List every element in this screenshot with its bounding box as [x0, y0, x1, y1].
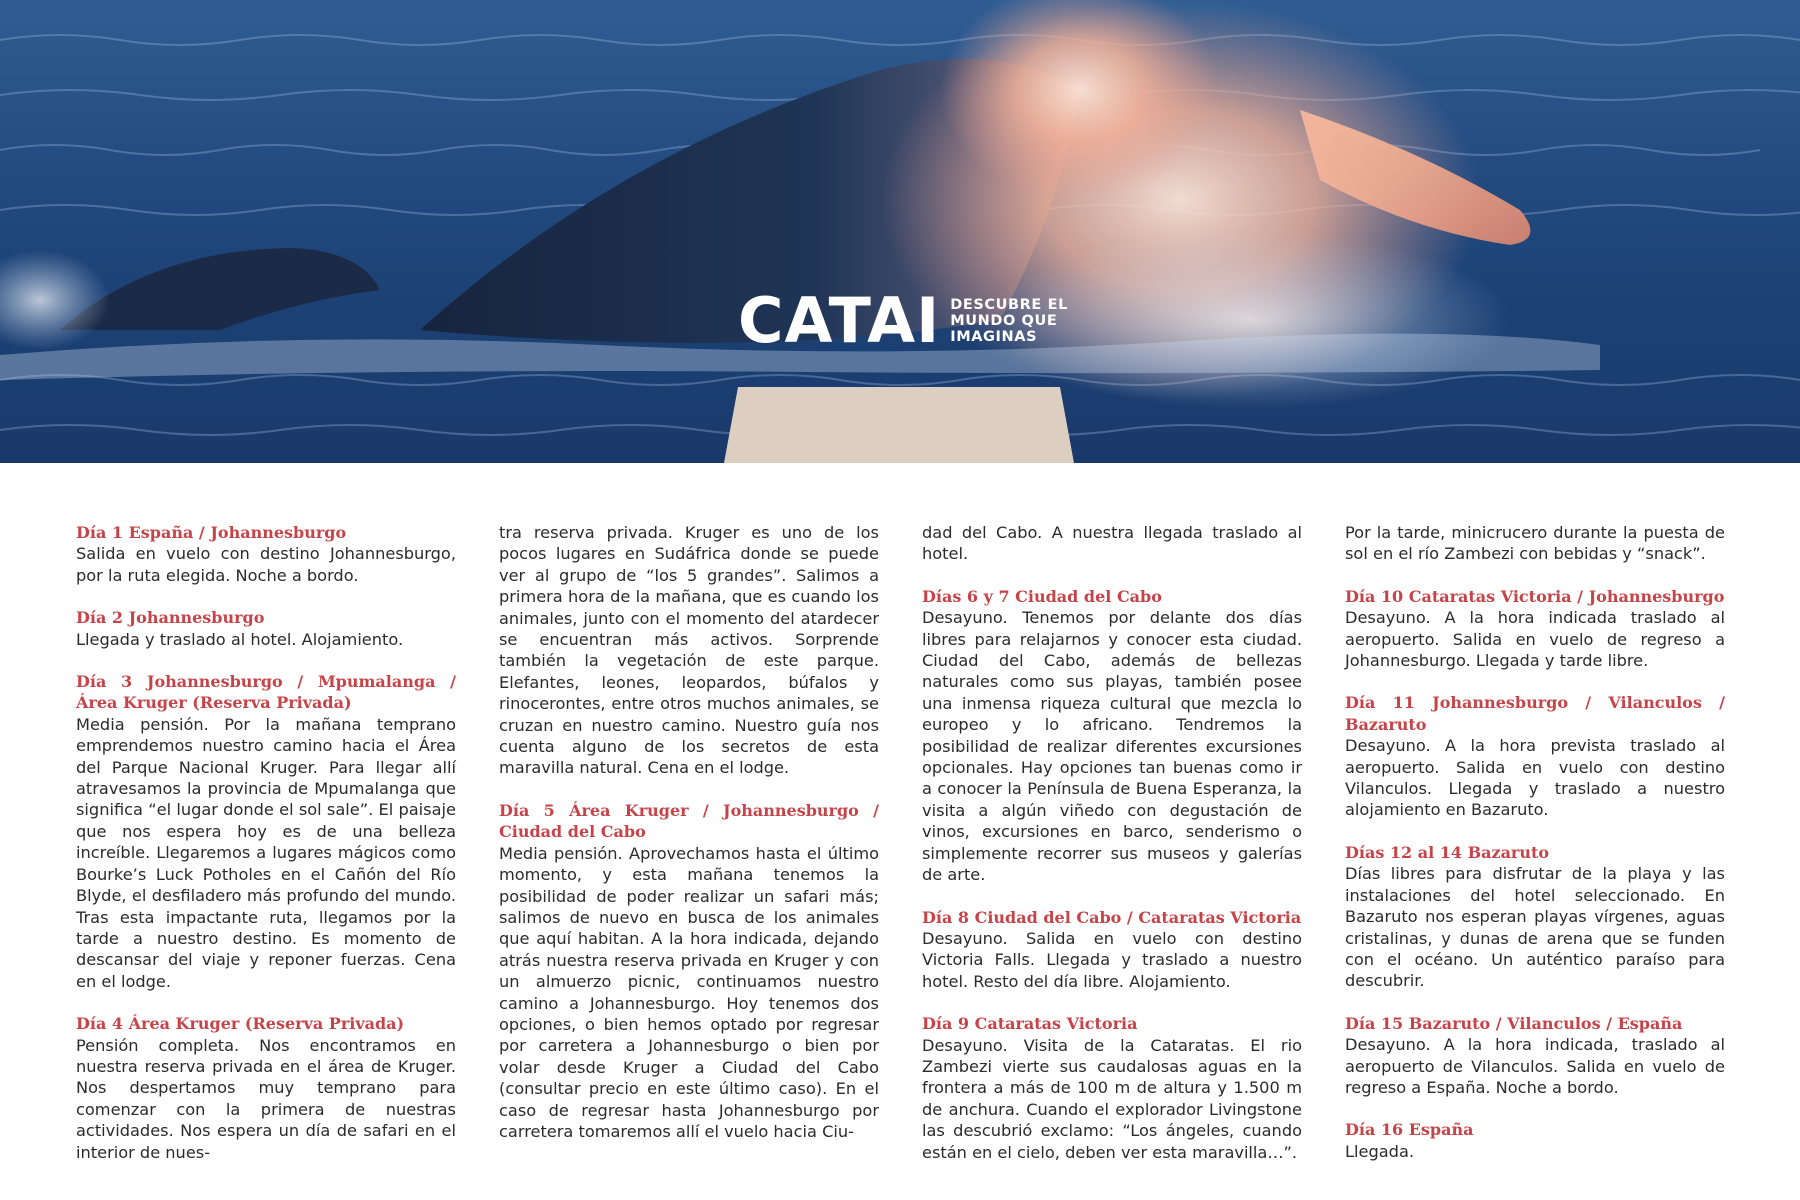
itinerary-column-2 — [499, 522, 879, 1163]
day-text: Por la tarde, minicrucero durante la puesta de sol en el río Zambezi con bebidas y “snack”. — [1345, 523, 1725, 564]
itinerary-day — [1345, 692, 1725, 820]
decorative-tab — [724, 387, 1074, 463]
day-title: Día 11 Johannesburgo / Vilanculos / Bazaruto — [1345, 693, 1725, 734]
day-title: Día 3 Johannesburgo / Mpumalanga / Área Kruger (Reserva Privada) — [76, 672, 456, 713]
day-title: Día 2 Johannesburgo — [76, 608, 265, 628]
itinerary-column-3 — [922, 522, 1302, 1184]
itinerary-day — [1345, 842, 1725, 992]
day-text: Pensión completa. Nos encontramos en nuestra reserva privada en el área de Kruger. Nos despertamos muy temprano para comenzar con la primera de nuestras actividades. Nos espera un día de safari en el interior de nues- — [76, 1035, 456, 1162]
day-title: Día 4 Área Kruger (Reserva Privada) — [76, 1014, 405, 1034]
itinerary-day — [922, 907, 1302, 993]
day-title: Día 15 Bazaruto / Vilanculos / España — [1345, 1013, 1683, 1033]
tagline-line: DESCUBRE EL — [950, 297, 1068, 313]
itinerary-day — [922, 1013, 1302, 1163]
day-text: Llegada. — [1345, 1141, 1415, 1161]
brand-tagline — [950, 297, 1068, 345]
itinerary-column-4 — [1345, 522, 1725, 1183]
itinerary-day-continued — [1345, 522, 1725, 565]
day-text: Desayuno. Salida en vuelo con destino Victoria Falls. Llegada y traslado a nuestro hotel. Resto del día libre. Alojamiento. — [922, 928, 1302, 991]
itinerary-day — [1345, 1119, 1725, 1162]
brand-name: CATAI — [738, 284, 941, 357]
day-text: tra reserva privada. Kruger es uno de los pocos lugares en Sudáfrica donde se puede ver al grupo de “los 5 grandes”. Salimos a primera hora de la mañana, que es cuando los animales, junto con el momento del atardecer se encuentran más activos. Sorprende también la vegetación de este parque. Elefantes, leones, leopardos, búfalos y rinocerontes, entre otros muchos animales, se cruzan en nuestro camino. Nuestro guía nos cuenta alguno de los secretos de esta maravilla natural. Cena en el lodge. — [499, 523, 879, 778]
day-title: Día 1 España / Johannesburgo — [76, 523, 347, 542]
itinerary-day — [76, 522, 456, 586]
tagline-line: MUNDO QUE — [950, 313, 1058, 329]
day-text: Salida en vuelo con destino Johannesburgo, por la ruta elegida. Noche a bordo. — [76, 544, 456, 585]
itinerary-day-continued — [499, 522, 879, 779]
day-title: Día 5 Área Kruger / Johannesburgo / Ciudad del Cabo — [499, 800, 879, 842]
day-title: Días 12 al 14 Bazaruto — [1345, 842, 1550, 862]
itinerary-day — [76, 671, 456, 992]
itinerary-day — [1345, 586, 1725, 672]
day-text: Desayuno. Tenemos por delante dos días libres para relajarnos y conocer esta ciudad. Ciudad del Cabo, además de bellezas naturales como sus playas, también posee una inmensa riqueza cultural que mezcla lo europeo y lo africano. Tendremos la posibilidad de realizar diferentes excursiones opcionales. Hay opciones tan buenas como ir a conocer la Península de Buena Esperanza, la visita a algún viñedo con degustación de vinos, excursiones en barco, senderismo o simplemente recorrer sus museos y galerías de arte. — [922, 608, 1302, 885]
day-text: Desayuno. A la hora indicada traslado al aeropuerto. Salida en vuelo de regreso a Johannesburgo. Llegada y tarde libre. — [1345, 608, 1725, 671]
hero-photo — [0, 0, 1800, 463]
day-title: Día 16 España — [1345, 1120, 1474, 1140]
day-title: Día 8 Ciudad del Cabo / Cataratas Victoria — [922, 907, 1302, 927]
day-text: Media pensión. Por la mañana temprano emprendemos nuestro camino hacia el Área del Parque Nacional Kruger. Para llegar allí atravesamos la provincia de Mpumalanga que significa “el lugar donde el sol sale”. El paisaje que nos espera hoy es de una belleza increíble. Llegaremos a lugares mágicos como Bourke’s Luck Potholes en el Cañón del Río Blyde, el desfiladero más profundo del mundo. Tras esta impactante ruta, llegamos por la tarde a nuestro destino. Es momento de descansar del viaje y reponer fuerzas. Cena en el lodge. — [76, 714, 456, 991]
tagline-line: IMAGINAS — [950, 329, 1038, 345]
day-text: Desayuno. A la hora prevista traslado al aeropuerto. Salida en vuelo con destino Vilanculos. Llegada y traslado a nuestro alojamiento en Bazaruto. — [1345, 736, 1725, 820]
day-title: Día 9 Cataratas Victoria — [922, 1014, 1138, 1034]
itinerary-day — [76, 607, 456, 650]
day-text: Desayuno. Visita de la Cataratas. El rio Zambezi vierte sus caudalosas aguas en la frontera a más de 100 m de altura y 1.500 m de anchura. Cuando el explorador Livingstone las descubrió exclamo: “Los ángeles, cuando están en el cielo, deben ver esta maravilla…”. — [922, 1035, 1302, 1162]
day-text: dad del Cabo. A nuestra llegada traslado al hotel. — [922, 523, 1302, 564]
itinerary-column-1 — [76, 522, 456, 1184]
day-text: Media pensión. Aprovechamos hasta el último momento, y esta mañana tenemos la posibilidad de poder realizar un safari más; salimos de nuevo en busca de los animales que aquí habitan. A la hora indicada, dejando atrás nuestra reserva privada en Kruger y con un almuerzo picnic, continuamos nuestro camino a Johannesburgo. Hoy tenemos dos opciones, o bien hemos optado por regresar por carretera a Johannesburgo o bien por volar desde Kruger a Ciudad del Cabo (consultar precio en este último caso). En el caso de regresar hasta Johannesburgo por carretera tomaremos allí el vuelo hacia Ciu- — [499, 843, 879, 1141]
itinerary-day — [499, 800, 879, 1143]
day-title: Días 6 y 7 Ciudad del Cabo — [922, 586, 1162, 606]
day-text: Llegada y traslado al hotel. Alojamiento. — [76, 629, 404, 649]
itinerary-day — [922, 586, 1302, 886]
day-title: Día 10 Cataratas Victoria / Johannesburgo — [1345, 586, 1725, 606]
day-text: Días libres para disfrutar de la playa y las instalaciones del hotel seleccionado. En Bazaruto nos esperan playas vírgenes, aguas cristalinas, y dunas de arena que se funden con el océano. Un auténtico paraíso para descubrir. — [1345, 864, 1725, 991]
itinerary-day-continued — [922, 522, 1302, 565]
catai-logo — [738, 284, 1068, 357]
day-text: Desayuno. A la hora indicada, traslado al aeropuerto de Vilanculos. Salida en vuelo de regreso a España. Noche a bordo. — [1345, 1035, 1725, 1097]
itinerary-day — [76, 1013, 456, 1163]
itinerary-day — [1345, 1013, 1725, 1099]
